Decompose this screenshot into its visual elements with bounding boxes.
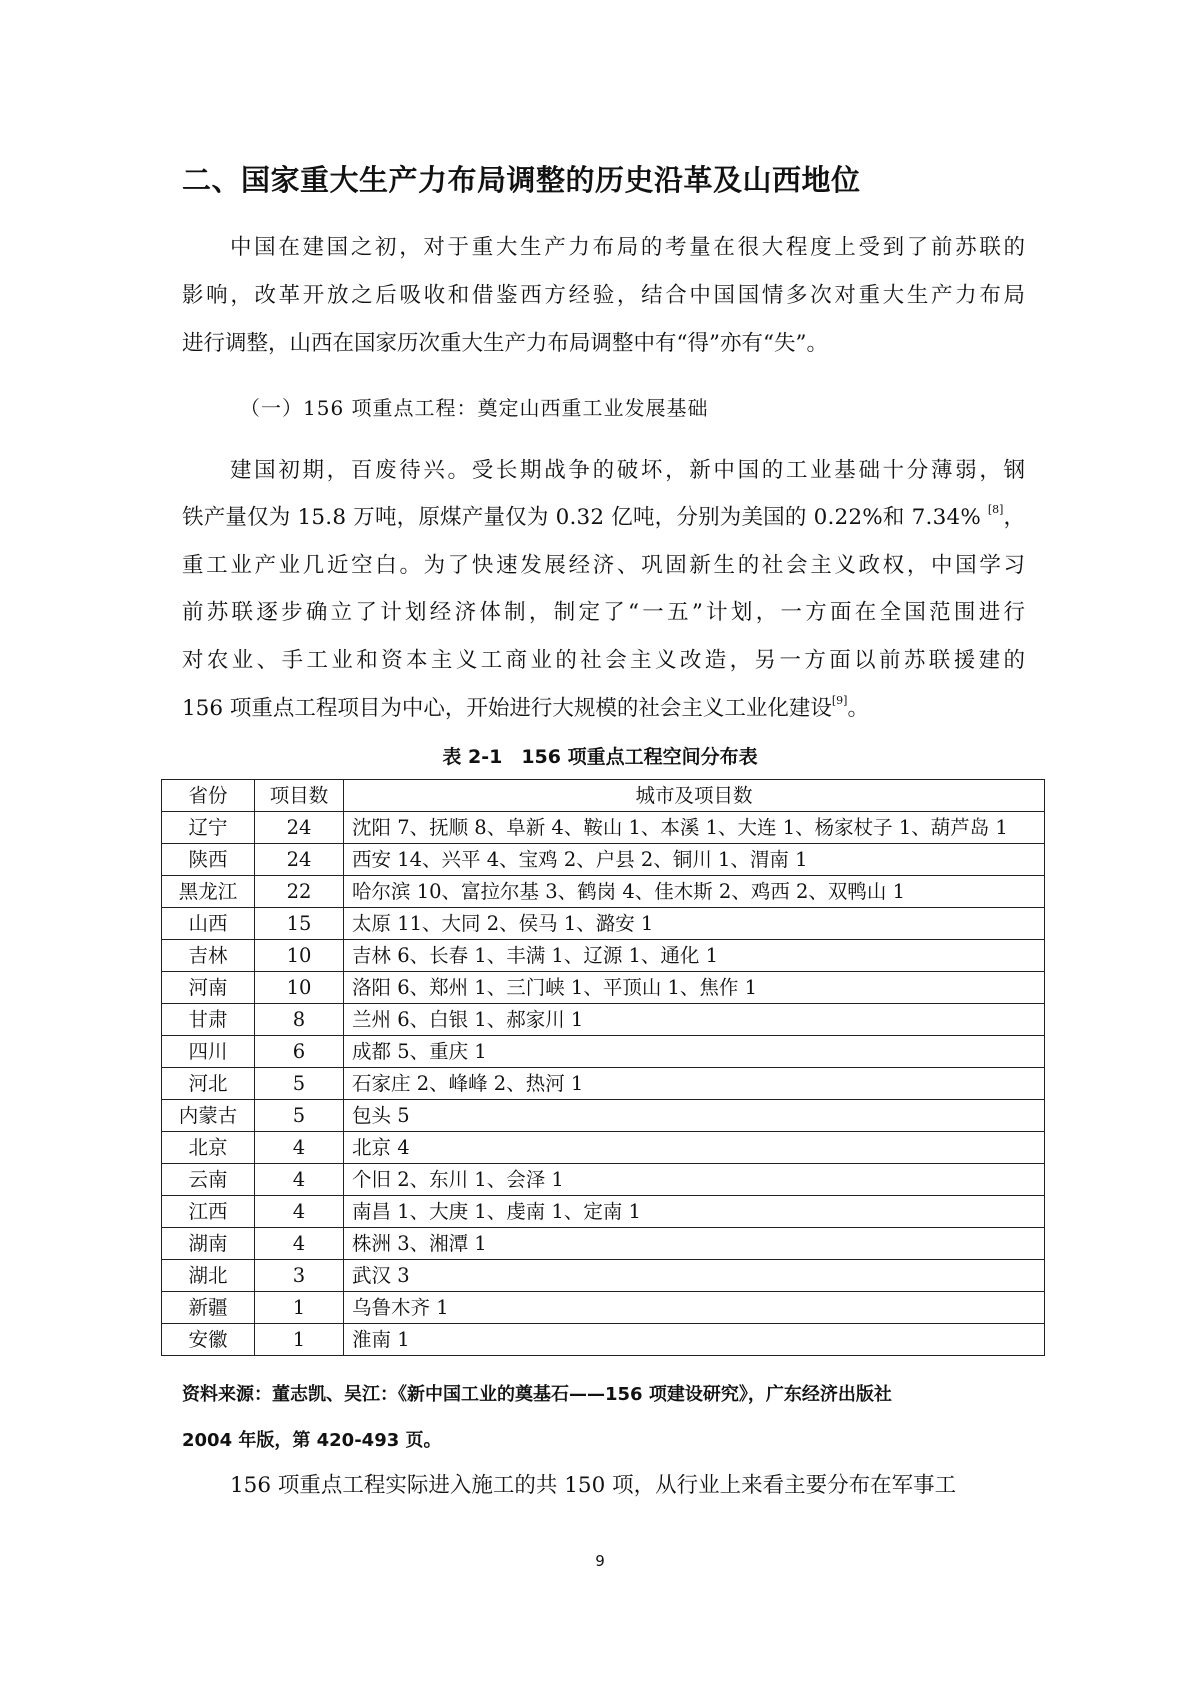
table-row	[162, 1196, 1045, 1228]
table-row	[162, 844, 1045, 876]
paragraph-line: 前苏联逐步确立了计划经济体制，制定了“一五”计划，一方面在全国范围进行	[182, 600, 1025, 625]
citation-ref: [9]	[831, 694, 848, 707]
count-cell: 24	[255, 812, 344, 844]
cities-cell: 个旧 2、东川 1、会泽 1	[344, 1164, 1045, 1196]
cities-cell: 吉林 6、长春 1、丰满 1、辽源 1、通化 1	[344, 940, 1045, 972]
province-cell: 新疆	[162, 1292, 255, 1324]
table-row	[162, 908, 1045, 940]
count-cell: 24	[255, 844, 344, 876]
table-row	[162, 1164, 1045, 1196]
count-cell: 22	[255, 876, 344, 908]
count-cell: 1	[255, 1324, 344, 1356]
paragraph-text: 156 项重点工程项目为中心，开始进行大规模的社会主义工业化建设	[182, 696, 832, 721]
paragraph-line: 中国在建国之初，对于重大生产力布局的考量在很大程度上受到了前苏联的	[230, 235, 1025, 260]
count-cell: 1	[255, 1292, 344, 1324]
count-cell: 4	[255, 1164, 344, 1196]
paragraph-line: 重工业产业几近空白。为了快速发展经济、巩固新生的社会主义政权，中国学习	[182, 553, 1025, 578]
cities-cell: 哈尔滨 10、富拉尔基 3、鹤岗 4、佳木斯 2、鸡西 2、双鸭山 1	[344, 876, 1045, 908]
cities-cell: 成都 5、重庆 1	[344, 1036, 1045, 1068]
header-province: 省份	[162, 780, 255, 812]
header-count: 项目数	[255, 780, 344, 812]
section-heading: 二、国家重大生产力布局调整的历史沿革及山西地位	[182, 163, 861, 197]
cities-cell: 太原 11、大同 2、侯马 1、潞安 1	[344, 908, 1045, 940]
province-cell: 山西	[162, 908, 255, 940]
count-cell: 4	[255, 1196, 344, 1228]
count-cell: 5	[255, 1100, 344, 1132]
province-cell: 河北	[162, 1068, 255, 1100]
table-row	[162, 876, 1045, 908]
count-cell: 4	[255, 1132, 344, 1164]
cities-cell: 武汉 3	[344, 1260, 1045, 1292]
page-number: 9	[595, 1552, 605, 1570]
table-header-row	[162, 780, 1045, 812]
province-cell: 黑龙江	[162, 876, 255, 908]
table-source-line: 资料来源：董志凯、吴江：《新中国工业的奠基石——156 项建设研究》，广东经济出版社	[182, 1384, 892, 1405]
paragraph-line: 进行调整，山西在国家历次重大生产力布局调整中有“得”亦有“失”。	[182, 331, 828, 356]
cities-cell: 洛阳 6、郑州 1、三门峡 1、平顶山 1、焦作 1	[344, 972, 1045, 1004]
cities-cell: 株洲 3、湘潭 1	[344, 1228, 1045, 1260]
cities-cell: 北京 4	[344, 1132, 1045, 1164]
table-row	[162, 812, 1045, 844]
punctuation: ，	[1003, 505, 1025, 530]
province-cell: 甘肃	[162, 1004, 255, 1036]
cities-cell: 包头 5	[344, 1100, 1045, 1132]
cities-cell: 石家庄 2、峰峰 2、热河 1	[344, 1068, 1045, 1100]
table-row	[162, 1004, 1045, 1036]
table-row	[162, 1036, 1045, 1068]
subsection-heading: （一）156 项重点工程：奠定山西重工业发展基础	[240, 396, 709, 420]
province-cell: 陕西	[162, 844, 255, 876]
punctuation: 。	[847, 696, 869, 721]
paragraph-text: 铁产量仅为 15.8 万吨，原煤产量仅为 0.32 亿吨，分别为美国的 0.22%和 7.34%	[182, 505, 981, 530]
paragraph-line: 建国初期，百废待兴。受长期战争的破坏，新中国的工业基础十分薄弱，钢	[230, 458, 1025, 483]
table-row	[162, 1100, 1045, 1132]
count-cell: 4	[255, 1228, 344, 1260]
table-row	[162, 940, 1045, 972]
table-row	[162, 1068, 1045, 1100]
province-cell: 江西	[162, 1196, 255, 1228]
cities-cell: 沈阳 7、抚顺 8、阜新 4、鞍山 1、本溪 1、大连 1、杨家杖子 1、葫芦岛 1	[344, 812, 1045, 844]
cities-cell: 南昌 1、大庚 1、虔南 1、定南 1	[344, 1196, 1045, 1228]
count-cell: 15	[255, 908, 344, 940]
paragraph-line: 对农业、手工业和资本主义工商业的社会主义改造，另一方面以前苏联援建的	[182, 648, 1025, 673]
province-cell: 辽宁	[162, 812, 255, 844]
table-row	[162, 1292, 1045, 1324]
table-row	[162, 1228, 1045, 1260]
paragraph-line	[182, 694, 1025, 724]
province-cell: 四川	[162, 1036, 255, 1068]
paragraph-line	[182, 503, 1025, 533]
count-cell: 10	[255, 972, 344, 1004]
paragraph-line: 影响，改革开放之后吸收和借鉴西方经验，结合中国国情多次对重大生产力布局	[182, 283, 1025, 308]
count-cell: 5	[255, 1068, 344, 1100]
province-cell: 安徽	[162, 1324, 255, 1356]
province-cell: 云南	[162, 1164, 255, 1196]
province-cell: 湖南	[162, 1228, 255, 1260]
paragraph-line: 156 项重点工程实际进入施工的共 150 项，从行业上来看主要分布在军事工	[230, 1473, 957, 1498]
count-cell: 10	[255, 940, 344, 972]
count-cell: 6	[255, 1036, 344, 1068]
cities-cell: 乌鲁木齐 1	[344, 1292, 1045, 1324]
table-row	[162, 1260, 1045, 1292]
province-cell: 河南	[162, 972, 255, 1004]
project-distribution-table	[161, 779, 1045, 1356]
count-cell: 8	[255, 1004, 344, 1036]
table-caption: 表 2-1 156 项重点工程空间分布表	[442, 746, 758, 768]
cities-cell: 西安 14、兴平 4、宝鸡 2、户县 2、铜川 1、渭南 1	[344, 844, 1045, 876]
table-row	[162, 1132, 1045, 1164]
header-cities: 城市及项目数	[344, 780, 1045, 812]
province-cell: 内蒙古	[162, 1100, 255, 1132]
citation-ref: [8]	[987, 503, 1004, 516]
table-row	[162, 972, 1045, 1004]
province-cell: 吉林	[162, 940, 255, 972]
cities-cell: 淮南 1	[344, 1324, 1045, 1356]
count-cell: 3	[255, 1260, 344, 1292]
province-cell: 湖北	[162, 1260, 255, 1292]
cities-cell: 兰州 6、白银 1、郝家川 1	[344, 1004, 1045, 1036]
table-row	[162, 1324, 1045, 1356]
table-source-line: 2004 年版，第 420-493 页。	[182, 1430, 442, 1451]
province-cell: 北京	[162, 1132, 255, 1164]
